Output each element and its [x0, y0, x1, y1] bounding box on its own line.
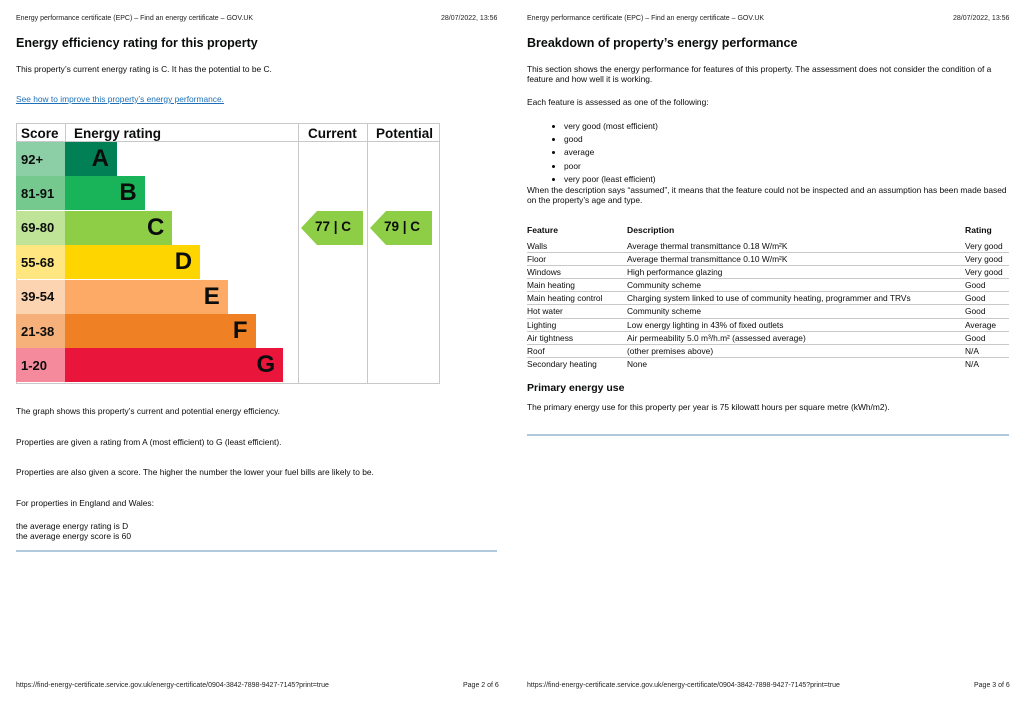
table-row: [527, 345, 1009, 358]
rating-cell: Very good: [965, 241, 1003, 251]
band-letter-f: F: [232, 317, 248, 344]
energy-rating-chart: [16, 123, 440, 384]
rating-cell: Good: [965, 280, 986, 291]
band-letter-d: D: [174, 248, 193, 276]
rating-column-header: Rating: [965, 225, 992, 235]
score-band-d: 55-68: [16, 245, 65, 279]
band-letter-b: B: [119, 179, 137, 207]
score-band-b: 81-91: [16, 176, 65, 210]
description-cell: (other premises above): [627, 345, 714, 356]
england-wales-intro: For properties in England and Wales:: [16, 498, 154, 508]
assumed-note: When the description says “assumed”, it means that the feature could not be inspected and an assumption has been made based on the property’s age and type.: [527, 185, 1007, 205]
description-cell: Community scheme: [627, 280, 702, 291]
chart-current-divider: [298, 123, 299, 384]
rating-band-d: [65, 245, 200, 279]
table-row: [527, 240, 1009, 253]
primary-energy-heading: Primary energy use: [527, 382, 625, 394]
feature-cell: Main heating: [527, 280, 575, 291]
description-column-header: Description: [627, 225, 675, 235]
print-footer-url: https://find-energy-certificate.service.gov.uk/energy-certificate/0904-3842-7898-9427-7145?print=true: [527, 682, 840, 689]
rating-band-g: [65, 348, 283, 382]
energy-rating-column-header: Energy rating: [74, 126, 162, 141]
rating-band-f: [65, 314, 256, 348]
feature-cell: Lighting: [527, 319, 557, 330]
score-column-header: Score: [21, 126, 59, 141]
rating-band-c: [65, 211, 172, 245]
chart-score-divider: [65, 123, 66, 142]
assessment-level-item: • average: [564, 146, 658, 159]
chart-potential-divider: [367, 123, 368, 384]
rating-band-b: [65, 176, 145, 210]
rating-cell: Good: [965, 306, 986, 317]
print-footer-url: https://find-energy-certificate.service.gov.uk/energy-certificate/0904-3842-7898-9427-7145?print=true: [16, 682, 329, 689]
table-row: [527, 319, 1009, 332]
page-heading: Energy efficiency rating for this property: [16, 36, 258, 50]
table-row: [527, 253, 1009, 266]
description-cell: Charging system linked to use of community heating, programmer and TRVs: [627, 293, 911, 304]
rating-cell: Average: [965, 319, 997, 330]
feature-column-header: Feature: [527, 225, 559, 235]
assessment-level-item: • very good (most efficient): [564, 120, 658, 133]
score-band-f: 21-38: [16, 314, 65, 348]
rating-cell: Very good: [965, 267, 1003, 278]
score-description: Properties are also given a score. The higher the number the lower your fuel bills are likely to be.: [16, 467, 374, 477]
section-divider: [527, 434, 1009, 436]
average-rating-text: the average energy rating is D: [16, 521, 129, 531]
improve-energy-link[interactable]: See how to improve this property’s energy performance.: [16, 94, 224, 104]
score-band-c: 69-80: [16, 211, 65, 245]
description-cell: Average thermal transmittance 0.18 W/m²K: [627, 241, 788, 251]
feature-cell: Secondary heating: [527, 358, 597, 369]
band-letter-c: C: [147, 213, 165, 241]
table-row: [527, 279, 1009, 292]
assessment-level-item: • good: [564, 133, 658, 146]
feature-cell: Walls: [527, 241, 548, 251]
score-band-e: 39-54: [16, 280, 65, 314]
score-band-a: 92+: [16, 142, 65, 176]
band-letter-g: G: [256, 351, 276, 379]
average-score-text: the average energy score is 60: [16, 531, 131, 541]
rating-cell: Good: [965, 332, 986, 343]
band-letter-a: A: [91, 145, 109, 172]
rating-cell: Good: [965, 293, 986, 304]
current-rating-label: 77 | C: [315, 218, 352, 234]
rating-band-a: [65, 142, 117, 176]
print-header-datetime: 28/07/2022, 13:56: [953, 15, 1010, 22]
description-cell: None: [627, 358, 648, 369]
current-column-header: Current: [308, 126, 357, 141]
features-table: [527, 224, 1009, 371]
band-letter-e: E: [203, 282, 220, 310]
graph-description: The graph shows this property’s current and potential energy efficiency.: [16, 406, 280, 416]
page-3: [512, 0, 1024, 722]
chart-bottom-border: [16, 383, 440, 384]
table-row: [527, 266, 1009, 279]
page-heading: Breakdown of property’s energy performance: [527, 36, 798, 50]
table-row: [527, 305, 1009, 318]
description-cell: Average thermal transmittance 0.10 W/m²K: [627, 254, 788, 265]
rating-band-e: [65, 280, 228, 314]
table-header-row: [527, 224, 1009, 240]
print-footer-page: Page 3 of 6: [974, 682, 1010, 689]
assessment-level-item: • very poor (least efficient): [564, 173, 658, 186]
feature-cell: Air tightness: [527, 332, 574, 343]
breakdown-intro: This section shows the energy performance for features of this property. The assessment does not consider the condition of a feature and how well it is working.: [527, 64, 992, 84]
assessment-levels-list: [550, 120, 658, 186]
rating-cell: N/A: [965, 358, 979, 369]
table-row: [527, 358, 1009, 371]
chart-right-border: [439, 123, 440, 384]
feature-cell: Floor: [527, 254, 547, 265]
feature-cell: Windows: [527, 267, 561, 278]
assessment-level-item: • poor: [564, 160, 658, 173]
rating-scale-description: Properties are given a rating from A (most efficient) to G (least efficient).: [16, 437, 282, 447]
description-cell: Low energy lighting in 43% of fixed outlets: [627, 319, 784, 330]
potential-rating-label: 79 | C: [384, 218, 421, 234]
table-body: [527, 240, 1009, 371]
assessment-intro: Each feature is assessed as one of the following:: [527, 97, 709, 107]
print-header-datetime: 28/07/2022, 13:56: [441, 15, 498, 22]
potential-column-header: Potential: [376, 126, 434, 141]
feature-cell: Main heating control: [527, 293, 603, 304]
description-cell: Air permeability 5.0 m³/h.m² (assessed average): [627, 332, 806, 343]
description-cell: Community scheme: [627, 306, 702, 317]
feature-cell: Roof: [527, 345, 545, 356]
print-header-title: Energy performance certificate (EPC) – Find an energy certificate – GOV.UK: [527, 15, 765, 22]
feature-cell: Hot water: [527, 306, 563, 317]
score-band-g: 1-20: [16, 348, 65, 382]
chart-top-border: [16, 123, 440, 124]
print-footer-page: Page 2 of 6: [463, 682, 499, 689]
print-header-title: Energy performance certificate (EPC) – Find an energy certificate – GOV.UK: [16, 15, 254, 22]
section-divider: [16, 550, 497, 552]
primary-energy-text: The primary energy use for this property per year is 75 kilowatt hours per square metre (kWh/m2).: [527, 402, 890, 412]
rating-cell: N/A: [965, 345, 979, 356]
description-cell: High performance glazing: [627, 267, 723, 278]
rating-cell: Very good: [965, 254, 1003, 265]
table-row: [527, 332, 1009, 345]
table-row: [527, 292, 1009, 305]
current-rating-text: This property’s current energy rating is C. It has the potential to be C.: [16, 64, 272, 74]
